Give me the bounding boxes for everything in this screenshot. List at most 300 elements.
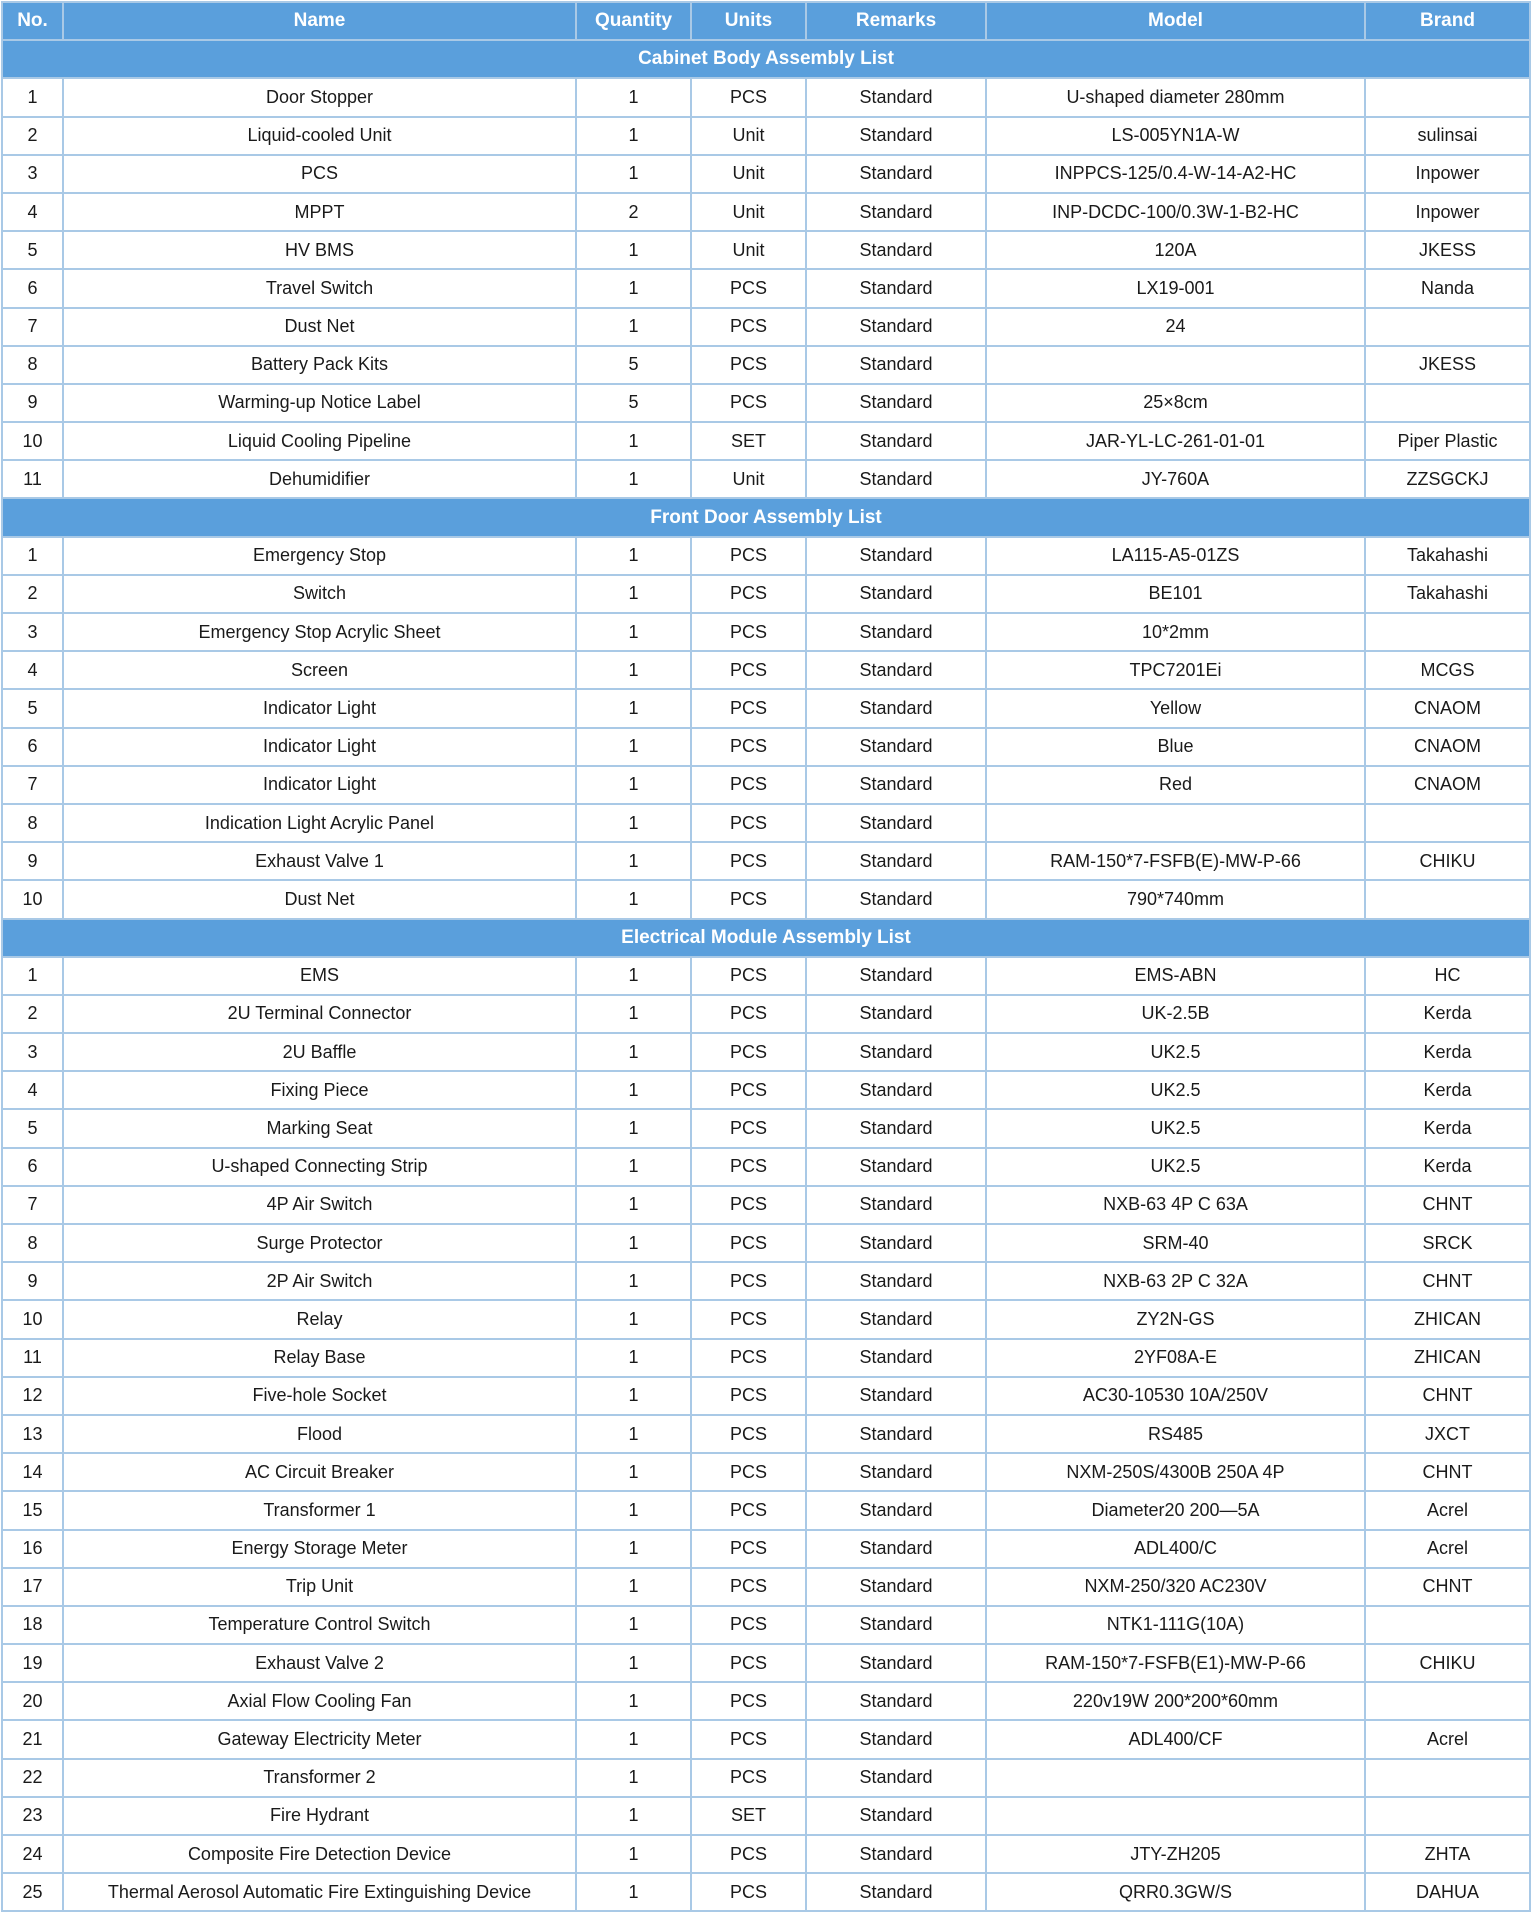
cell-name: Fixing Piece <box>63 1071 576 1109</box>
cell-no: 8 <box>2 346 63 384</box>
cell-quantity: 1 <box>576 537 691 575</box>
cell-remarks: Standard <box>806 689 986 727</box>
cell-no: 10 <box>2 880 63 918</box>
table-row <box>2 1262 1530 1300</box>
cell-units: PCS <box>691 537 806 575</box>
cell-units: PCS <box>691 1377 806 1415</box>
cell-units: PCS <box>691 346 806 384</box>
cell-model: NXB-63 2P C 32A <box>986 1262 1365 1300</box>
cell-name: Switch <box>63 575 576 613</box>
cell-model: UK2.5 <box>986 1109 1365 1147</box>
cell-quantity: 1 <box>576 1186 691 1224</box>
cell-quantity: 1 <box>576 1720 691 1758</box>
cell-remarks: Standard <box>806 1071 986 1109</box>
cell-units: PCS <box>691 689 806 727</box>
table-row <box>2 1033 1530 1071</box>
cell-quantity: 1 <box>576 1491 691 1529</box>
cell-brand <box>1365 613 1530 651</box>
cell-model: AC30-10530 10A/250V <box>986 1377 1365 1415</box>
cell-model: JTY-ZH205 <box>986 1835 1365 1873</box>
cell-units: SET <box>691 1797 806 1835</box>
cell-brand: Inpower <box>1365 193 1530 231</box>
cell-remarks: Standard <box>806 1148 986 1186</box>
cell-quantity: 1 <box>576 1224 691 1262</box>
cell-name: 2P Air Switch <box>63 1262 576 1300</box>
cell-remarks: Standard <box>806 1568 986 1606</box>
cell-brand: JKESS <box>1365 231 1530 269</box>
cell-remarks: Standard <box>806 1530 986 1568</box>
cell-name: Gateway Electricity Meter <box>63 1720 576 1758</box>
cell-no: 6 <box>2 269 63 307</box>
cell-brand: ZHICAN <box>1365 1300 1530 1338</box>
cell-name: Relay <box>63 1300 576 1338</box>
table-header-row <box>2 2 1530 40</box>
column-header-remarks: Remarks <box>806 2 986 40</box>
cell-brand: CNAOM <box>1365 689 1530 727</box>
cell-quantity: 1 <box>576 460 691 498</box>
cell-model: BE101 <box>986 575 1365 613</box>
cell-quantity: 1 <box>576 575 691 613</box>
table-row <box>2 1109 1530 1147</box>
cell-brand: Inpower <box>1365 155 1530 193</box>
cell-model: SRM-40 <box>986 1224 1365 1262</box>
cell-units: PCS <box>691 1186 806 1224</box>
cell-remarks: Standard <box>806 1262 986 1300</box>
cell-brand: CHNT <box>1365 1262 1530 1300</box>
cell-brand <box>1365 1682 1530 1720</box>
cell-no: 1 <box>2 78 63 116</box>
cell-remarks: Standard <box>806 460 986 498</box>
cell-name: 2U Baffle <box>63 1033 576 1071</box>
cell-units: PCS <box>691 1071 806 1109</box>
cell-no: 19 <box>2 1644 63 1682</box>
cell-model: U-shaped diameter 280mm <box>986 78 1365 116</box>
cell-remarks: Standard <box>806 957 986 995</box>
cell-units: PCS <box>691 880 806 918</box>
cell-model: NXM-250/320 AC230V <box>986 1568 1365 1606</box>
cell-no: 14 <box>2 1453 63 1491</box>
column-header-name: Name <box>63 2 576 40</box>
cell-units: PCS <box>691 842 806 880</box>
cell-remarks: Standard <box>806 1109 986 1147</box>
cell-model: ADL400/C <box>986 1530 1365 1568</box>
cell-no: 6 <box>2 728 63 766</box>
cell-no: 10 <box>2 1300 63 1338</box>
table-row <box>2 728 1530 766</box>
cell-remarks: Standard <box>806 995 986 1033</box>
cell-units: Unit <box>691 231 806 269</box>
cell-quantity: 1 <box>576 231 691 269</box>
cell-brand: Piper Plastic <box>1365 422 1530 460</box>
table-row <box>2 422 1530 460</box>
column-header-units: Units <box>691 2 806 40</box>
cell-remarks: Standard <box>806 1873 986 1911</box>
cell-model: ZY2N-GS <box>986 1300 1365 1338</box>
cell-remarks: Standard <box>806 880 986 918</box>
cell-model: INPPCS-125/0.4-W-14-A2-HC <box>986 155 1365 193</box>
table-row <box>2 1682 1530 1720</box>
cell-brand: Kerda <box>1365 1033 1530 1071</box>
table-row <box>2 1606 1530 1644</box>
cell-quantity: 1 <box>576 1071 691 1109</box>
assembly-list-table <box>1 1 1531 1912</box>
cell-remarks: Standard <box>806 384 986 422</box>
cell-units: PCS <box>691 1339 806 1377</box>
cell-units: PCS <box>691 1720 806 1758</box>
cell-brand: CNAOM <box>1365 728 1530 766</box>
cell-quantity: 1 <box>576 957 691 995</box>
cell-brand: CHNT <box>1365 1186 1530 1224</box>
cell-remarks: Standard <box>806 269 986 307</box>
column-header-brand: Brand <box>1365 2 1530 40</box>
cell-brand: Kerda <box>1365 1109 1530 1147</box>
cell-name: Composite Fire Detection Device <box>63 1835 576 1873</box>
cell-name: Fire Hydrant <box>63 1797 576 1835</box>
cell-brand: CHNT <box>1365 1377 1530 1415</box>
section-title: Electrical Module Assembly List <box>2 919 1530 957</box>
cell-quantity: 1 <box>576 995 691 1033</box>
cell-name: Door Stopper <box>63 78 576 116</box>
table-row <box>2 1873 1530 1911</box>
column-header-model: Model <box>986 2 1365 40</box>
cell-remarks: Standard <box>806 1224 986 1262</box>
cell-no: 11 <box>2 1339 63 1377</box>
cell-remarks: Standard <box>806 1759 986 1797</box>
cell-remarks: Standard <box>806 651 986 689</box>
cell-remarks: Standard <box>806 766 986 804</box>
cell-model: LX19-001 <box>986 269 1365 307</box>
cell-brand <box>1365 1759 1530 1797</box>
cell-brand: CHIKU <box>1365 842 1530 880</box>
section-title: Front Door Assembly List <box>2 498 1530 536</box>
cell-remarks: Standard <box>806 1339 986 1377</box>
cell-brand: Acrel <box>1365 1491 1530 1529</box>
cell-remarks: Standard <box>806 422 986 460</box>
cell-remarks: Standard <box>806 804 986 842</box>
cell-name: Emergency Stop Acrylic Sheet <box>63 613 576 651</box>
cell-remarks: Standard <box>806 1033 986 1071</box>
cell-name: EMS <box>63 957 576 995</box>
cell-brand <box>1365 78 1530 116</box>
cell-no: 4 <box>2 1071 63 1109</box>
table-row <box>2 78 1530 116</box>
cell-quantity: 1 <box>576 269 691 307</box>
table-row <box>2 155 1530 193</box>
cell-brand: CNAOM <box>1365 766 1530 804</box>
cell-model: ADL400/CF <box>986 1720 1365 1758</box>
cell-brand <box>1365 1797 1530 1835</box>
cell-model: Diameter20 200—5A <box>986 1491 1365 1529</box>
cell-model: UK2.5 <box>986 1033 1365 1071</box>
cell-brand: MCGS <box>1365 651 1530 689</box>
cell-name: Exhaust Valve 1 <box>63 842 576 880</box>
cell-remarks: Standard <box>806 308 986 346</box>
section-title: Cabinet Body Assembly List <box>2 40 1530 78</box>
cell-remarks: Standard <box>806 1415 986 1453</box>
cell-model: Blue <box>986 728 1365 766</box>
cell-model: NTK1-111G(10A) <box>986 1606 1365 1644</box>
table-row <box>2 689 1530 727</box>
cell-quantity: 1 <box>576 1415 691 1453</box>
cell-quantity: 1 <box>576 1644 691 1682</box>
cell-name: Emergency Stop <box>63 537 576 575</box>
cell-name: Energy Storage Meter <box>63 1530 576 1568</box>
cell-brand: CHNT <box>1365 1453 1530 1491</box>
cell-quantity: 1 <box>576 155 691 193</box>
cell-no: 7 <box>2 766 63 804</box>
table-row <box>2 575 1530 613</box>
cell-quantity: 1 <box>576 1759 691 1797</box>
cell-units: PCS <box>691 995 806 1033</box>
table-row <box>2 460 1530 498</box>
cell-no: 8 <box>2 804 63 842</box>
cell-name: Battery Pack Kits <box>63 346 576 384</box>
cell-no: 1 <box>2 537 63 575</box>
cell-remarks: Standard <box>806 613 986 651</box>
cell-brand: ZZSGCKJ <box>1365 460 1530 498</box>
cell-model: Red <box>986 766 1365 804</box>
cell-no: 16 <box>2 1530 63 1568</box>
cell-model: 2YF08A-E <box>986 1339 1365 1377</box>
cell-no: 24 <box>2 1835 63 1873</box>
cell-remarks: Standard <box>806 1186 986 1224</box>
cell-units: SET <box>691 422 806 460</box>
cell-brand <box>1365 880 1530 918</box>
cell-name: Travel Switch <box>63 269 576 307</box>
cell-units: Unit <box>691 460 806 498</box>
cell-no: 12 <box>2 1377 63 1415</box>
table-row <box>2 613 1530 651</box>
cell-model: RAM-150*7-FSFB(E)-MW-P-66 <box>986 842 1365 880</box>
cell-model: UK2.5 <box>986 1071 1365 1109</box>
table-row <box>2 231 1530 269</box>
cell-quantity: 1 <box>576 1377 691 1415</box>
cell-model: UK-2.5B <box>986 995 1365 1033</box>
cell-no: 22 <box>2 1759 63 1797</box>
cell-units: PCS <box>691 1530 806 1568</box>
cell-brand: Takahashi <box>1365 537 1530 575</box>
cell-remarks: Standard <box>806 1835 986 1873</box>
cell-quantity: 1 <box>576 1453 691 1491</box>
cell-quantity: 1 <box>576 1606 691 1644</box>
cell-model: 220v19W 200*200*60mm <box>986 1682 1365 1720</box>
cell-units: PCS <box>691 1109 806 1147</box>
cell-model: LS-005YN1A-W <box>986 117 1365 155</box>
cell-name: U-shaped Connecting Strip <box>63 1148 576 1186</box>
column-header-quantity: Quantity <box>576 2 691 40</box>
cell-no: 5 <box>2 1109 63 1147</box>
cell-no: 6 <box>2 1148 63 1186</box>
cell-model: JAR-YL-LC-261-01-01 <box>986 422 1365 460</box>
table-row <box>2 346 1530 384</box>
cell-remarks: Standard <box>806 78 986 116</box>
cell-quantity: 1 <box>576 78 691 116</box>
cell-no: 18 <box>2 1606 63 1644</box>
cell-no: 9 <box>2 842 63 880</box>
cell-name: MPPT <box>63 193 576 231</box>
cell-brand: DAHUA <box>1365 1873 1530 1911</box>
cell-units: PCS <box>691 575 806 613</box>
cell-remarks: Standard <box>806 1682 986 1720</box>
cell-units: PCS <box>691 78 806 116</box>
table-row <box>2 1797 1530 1835</box>
table-row <box>2 537 1530 575</box>
column-header-no: No. <box>2 2 63 40</box>
section-header-row <box>2 40 1530 78</box>
cell-brand: HC <box>1365 957 1530 995</box>
cell-brand: CHIKU <box>1365 1644 1530 1682</box>
cell-remarks: Standard <box>806 1453 986 1491</box>
table-row <box>2 1186 1530 1224</box>
cell-remarks: Standard <box>806 537 986 575</box>
cell-units: PCS <box>691 957 806 995</box>
cell-units: PCS <box>691 1415 806 1453</box>
cell-brand <box>1365 804 1530 842</box>
cell-brand: JXCT <box>1365 1415 1530 1453</box>
cell-model: Yellow <box>986 689 1365 727</box>
cell-quantity: 1 <box>576 842 691 880</box>
cell-units: PCS <box>691 1224 806 1262</box>
cell-name: 2U Terminal Connector <box>63 995 576 1033</box>
cell-name: Dust Net <box>63 880 576 918</box>
cell-no: 4 <box>2 193 63 231</box>
cell-no: 20 <box>2 1682 63 1720</box>
table-row <box>2 651 1530 689</box>
cell-brand: CHNT <box>1365 1568 1530 1606</box>
cell-quantity: 1 <box>576 1262 691 1300</box>
table-row <box>2 880 1530 918</box>
cell-name: Temperature Control Switch <box>63 1606 576 1644</box>
cell-units: Unit <box>691 193 806 231</box>
cell-name: Indicator Light <box>63 728 576 766</box>
cell-brand: JKESS <box>1365 346 1530 384</box>
cell-remarks: Standard <box>806 1491 986 1529</box>
cell-quantity: 1 <box>576 117 691 155</box>
cell-units: PCS <box>691 384 806 422</box>
cell-model: UK2.5 <box>986 1148 1365 1186</box>
table-row <box>2 1530 1530 1568</box>
table-row <box>2 1377 1530 1415</box>
cell-name: Indicator Light <box>63 689 576 727</box>
cell-name: Trip Unit <box>63 1568 576 1606</box>
cell-quantity: 1 <box>576 1797 691 1835</box>
cell-no: 23 <box>2 1797 63 1835</box>
cell-no: 5 <box>2 231 63 269</box>
cell-quantity: 1 <box>576 1033 691 1071</box>
cell-name: Marking Seat <box>63 1109 576 1147</box>
cell-no: 3 <box>2 1033 63 1071</box>
cell-model: 24 <box>986 308 1365 346</box>
cell-quantity: 1 <box>576 1109 691 1147</box>
cell-quantity: 1 <box>576 1300 691 1338</box>
cell-no: 7 <box>2 308 63 346</box>
cell-brand <box>1365 384 1530 422</box>
cell-no: 25 <box>2 1873 63 1911</box>
cell-no: 7 <box>2 1186 63 1224</box>
table-row <box>2 1148 1530 1186</box>
cell-remarks: Standard <box>806 346 986 384</box>
cell-no: 9 <box>2 1262 63 1300</box>
cell-name: AC Circuit Breaker <box>63 1453 576 1491</box>
cell-name: Liquid-cooled Unit <box>63 117 576 155</box>
cell-no: 11 <box>2 460 63 498</box>
cell-name: Dehumidifier <box>63 460 576 498</box>
cell-name: Indicator Light <box>63 766 576 804</box>
table-body <box>2 40 1530 1911</box>
cell-model: NXM-250S/4300B 250A 4P <box>986 1453 1365 1491</box>
cell-no: 15 <box>2 1491 63 1529</box>
cell-model: INP-DCDC-100/0.3W-1-B2-HC <box>986 193 1365 231</box>
cell-units: PCS <box>691 1568 806 1606</box>
cell-model: RS485 <box>986 1415 1365 1453</box>
table-row <box>2 1300 1530 1338</box>
cell-model: 25×8cm <box>986 384 1365 422</box>
cell-units: Unit <box>691 117 806 155</box>
cell-units: PCS <box>691 1759 806 1797</box>
cell-brand: Kerda <box>1365 1071 1530 1109</box>
cell-model: JY-760A <box>986 460 1365 498</box>
cell-model: QRR0.3GW/S <box>986 1873 1365 1911</box>
cell-no: 9 <box>2 384 63 422</box>
cell-units: PCS <box>691 1606 806 1644</box>
table-row <box>2 193 1530 231</box>
cell-units: PCS <box>691 1873 806 1911</box>
cell-name: Transformer 1 <box>63 1491 576 1529</box>
cell-units: PCS <box>691 1682 806 1720</box>
table-row <box>2 995 1530 1033</box>
cell-units: PCS <box>691 1300 806 1338</box>
cell-no: 4 <box>2 651 63 689</box>
cell-quantity: 2 <box>576 193 691 231</box>
cell-no: 3 <box>2 613 63 651</box>
cell-remarks: Standard <box>806 1606 986 1644</box>
cell-remarks: Standard <box>806 1377 986 1415</box>
cell-quantity: 1 <box>576 1148 691 1186</box>
cell-model <box>986 1759 1365 1797</box>
table-row <box>2 1339 1530 1377</box>
cell-name: PCS <box>63 155 576 193</box>
cell-units: PCS <box>691 1644 806 1682</box>
cell-name: Transformer 2 <box>63 1759 576 1797</box>
cell-brand: ZHICAN <box>1365 1339 1530 1377</box>
cell-name: Relay Base <box>63 1339 576 1377</box>
table-row <box>2 1759 1530 1797</box>
cell-model: 790*740mm <box>986 880 1365 918</box>
cell-model <box>986 804 1365 842</box>
table-row <box>2 1415 1530 1453</box>
cell-no: 17 <box>2 1568 63 1606</box>
table-row <box>2 1071 1530 1109</box>
cell-no: 5 <box>2 689 63 727</box>
cell-no: 8 <box>2 1224 63 1262</box>
cell-brand: SRCK <box>1365 1224 1530 1262</box>
cell-quantity: 1 <box>576 1530 691 1568</box>
cell-remarks: Standard <box>806 1644 986 1682</box>
cell-remarks: Standard <box>806 728 986 766</box>
cell-remarks: Standard <box>806 193 986 231</box>
cell-no: 1 <box>2 957 63 995</box>
cell-units: PCS <box>691 766 806 804</box>
cell-no: 2 <box>2 995 63 1033</box>
cell-name: Surge Protector <box>63 1224 576 1262</box>
cell-model: TPC7201Ei <box>986 651 1365 689</box>
cell-quantity: 1 <box>576 804 691 842</box>
section-header-row <box>2 498 1530 536</box>
cell-name: Five-hole Socket <box>63 1377 576 1415</box>
table-row <box>2 1491 1530 1529</box>
cell-quantity: 1 <box>576 1682 691 1720</box>
cell-units: PCS <box>691 1148 806 1186</box>
